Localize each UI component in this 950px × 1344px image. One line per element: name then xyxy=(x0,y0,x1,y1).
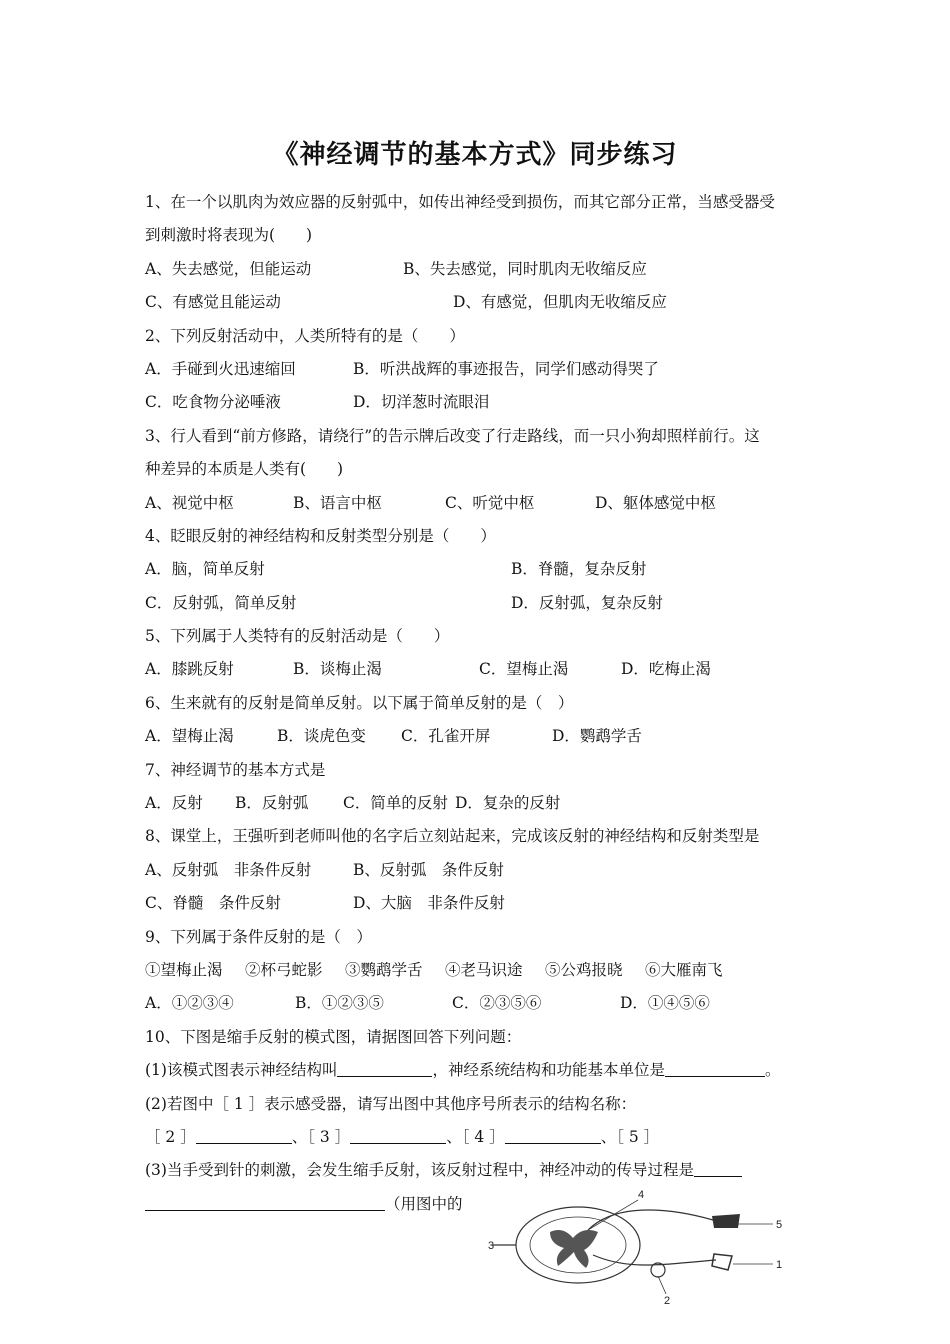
q6-option-b: B．谈虎色变 xyxy=(277,727,366,746)
q10-part3-text-a: (3)当手受到针的刺激，会发生缩手反射，该反射过程中，神经冲动的传导过程是 xyxy=(145,1161,694,1180)
q4-option-b: B．脊髓，复杂反射 xyxy=(511,560,647,579)
q4-option-d: D．反射弧，复杂反射 xyxy=(511,593,663,612)
q3-option-c: C、听觉中枢 xyxy=(445,493,535,512)
q8-option-a: A、反射弧 非条件反射 xyxy=(145,860,312,879)
q5-options xyxy=(145,653,825,686)
q9-items xyxy=(145,954,825,987)
q9-item-5: ⑤公鸡报晓 xyxy=(545,960,623,979)
q3-option-b: B、语言中枢 xyxy=(293,493,382,512)
q8-option-b: B、反射弧 条件反射 xyxy=(353,860,504,879)
q5-option-d: D．吃梅止渴 xyxy=(621,660,711,679)
q9-option-b: B．①②③⑤ xyxy=(295,994,384,1013)
page-title: 《神经调节的基本方式》同步练习 xyxy=(272,140,678,170)
q10-blank-structure[interactable] xyxy=(337,1058,432,1077)
label-line-2 xyxy=(658,1276,666,1294)
q3-stem-line1: 3、行人看到“前方修路，请绕行”的告示牌后改变了行走路线，而一只小狗却照样前行。这 xyxy=(145,426,760,445)
q2-options-cd xyxy=(145,386,825,419)
q6-option-a: A．望梅止渴 xyxy=(145,727,234,746)
q10-blank-path-a[interactable] xyxy=(694,1158,742,1177)
nerve-path-upper xyxy=(588,1210,724,1230)
question-list xyxy=(145,186,825,1221)
q5-option-b: B．谈梅止渴 xyxy=(293,660,382,679)
q10-blank-4[interactable] xyxy=(505,1125,601,1144)
q5-option-c: C．望梅止渴 xyxy=(479,660,569,679)
q5-option-a: A．膝跳反射 xyxy=(145,660,234,679)
q9-options xyxy=(145,987,825,1020)
q9-stem: 9、下列属于条件反射的是（ ） xyxy=(145,927,372,946)
q1-stem-line1: 1、在一个以肌肉为效应器的反射弧中，如传出神经受到损伤，而其它部分正常，当感受器受 xyxy=(145,193,775,211)
q2-option-c: C．吃食物分泌唾液 xyxy=(145,393,281,412)
q7-options xyxy=(145,787,825,820)
q6-options xyxy=(145,720,825,753)
q1-option-c: C、有感觉且能运动 xyxy=(145,293,281,312)
q7-option-a: A．反射 xyxy=(145,794,203,813)
q9-option-d: D．①④⑤⑥ xyxy=(620,994,710,1013)
q2-option-a: A．手碰到火迅速缩回 xyxy=(145,359,296,378)
q10-label-4: ［ 4 ］ xyxy=(461,1127,505,1146)
q1-option-b: B、失去感觉，同时肌肉无收缩反应 xyxy=(403,259,647,278)
q6-option-c: C．孔雀开屏 xyxy=(401,727,491,746)
q3-option-a: A、视觉中枢 xyxy=(145,493,234,512)
q2-option-d: D．切洋葱时流眼泪 xyxy=(353,393,490,412)
q4-options-cd xyxy=(145,587,825,620)
q10-label-3: ［ 3 ］ xyxy=(307,1127,351,1146)
q10-blank-3[interactable] xyxy=(350,1125,446,1144)
q1-options-ab xyxy=(145,253,825,286)
q10-part2: (2)若图中［ 1 ］表示感受器，请写出图中其他序号所表示的结构名称： xyxy=(145,1094,637,1113)
q10-part1-text-b: ，神经系统结构和功能基本单位是 xyxy=(432,1061,665,1080)
q1-options-cd xyxy=(145,286,825,319)
q2-stem: 2、下列反射活动中，人类所特有的是（ ） xyxy=(145,326,465,345)
q4-option-c: C．反射弧，简单反射 xyxy=(145,593,297,612)
q9-item-1: ①望梅止渴 xyxy=(145,960,223,979)
q9-item-2: ②杯弓蛇影 xyxy=(245,960,323,979)
figure-label-5: 5 xyxy=(776,1219,783,1231)
figure-label-1: 1 xyxy=(776,1259,783,1271)
q5-stem: 5、下列属于人类特有的反射活动是（ ） xyxy=(145,627,450,646)
q1-stem-line2: 到刺激时将表现为( ) xyxy=(145,226,313,245)
q10-part3-text-b: （用图中的 xyxy=(385,1194,463,1213)
q8-options-ab xyxy=(145,854,825,887)
q7-option-b: B．反射弧 xyxy=(235,794,309,813)
q8-stem: 8、课堂上，王强听到老师叫他的名字后立刻站起来，完成该反射的神经结构和反射类型是 xyxy=(145,827,760,846)
q6-stem: 6、生来就有的反射是简单反射。以下属于简单反射的是（ ） xyxy=(145,693,574,712)
q2-option-b: B．听洪战辉的事迹报告，同学们感动得哭了 xyxy=(353,359,659,378)
effector-muscle xyxy=(712,1214,740,1228)
q4-option-a: A．脑，简单反射 xyxy=(145,560,265,579)
q10-part1-text-c: 。 xyxy=(764,1061,781,1080)
reflex-arc-figure xyxy=(488,1190,798,1344)
q8-options-cd xyxy=(145,887,825,920)
q9-item-6: ⑥大雁南飞 xyxy=(645,960,723,979)
figure-label-3: 3 xyxy=(488,1240,495,1252)
q7-option-d: D．复杂的反射 xyxy=(455,794,561,813)
q10-blank-2[interactable] xyxy=(196,1125,292,1144)
q8-option-d: D、大脑 非条件反射 xyxy=(353,894,505,913)
q10-sep-2: 、 xyxy=(446,1127,462,1146)
q4-options-ab xyxy=(145,553,825,586)
q10-label-5: ［ 5 ］ xyxy=(616,1127,660,1146)
q8-option-c: C、脊髓 条件反射 xyxy=(145,894,281,913)
q10-blank-path-b[interactable] xyxy=(145,1192,385,1211)
q2-options-ab xyxy=(145,353,825,386)
q7-stem: 7、神经调节的基本方式是 xyxy=(145,760,326,779)
q9-option-a: A．①②③④ xyxy=(145,994,234,1013)
q10-part1 xyxy=(145,1054,825,1087)
q10-part3 xyxy=(145,1154,825,1187)
q10-sep-1: 、 xyxy=(291,1127,308,1146)
q1-option-d: D、有感觉，但肌肉无收缩反应 xyxy=(453,293,667,312)
q4-stem: 4、眨眼反射的神经结构和反射类型分别是（ ） xyxy=(145,526,496,545)
q10-part1-text-a: (1)该模式图表示神经结构叫 xyxy=(145,1061,338,1080)
q6-option-d: D．鹦鹉学舌 xyxy=(552,727,642,746)
q3-options xyxy=(145,487,825,520)
gray-matter xyxy=(550,1230,598,1268)
q9-item-4: ④老马识途 xyxy=(445,960,523,979)
q10-part2-blanks xyxy=(145,1121,825,1154)
q10-sep-3: 、 xyxy=(600,1127,617,1146)
q10-label-2: ［ 2 ］ xyxy=(145,1127,196,1146)
q1-option-a: A、失去感觉，但能运动 xyxy=(145,259,312,278)
receptor-skin xyxy=(712,1254,732,1270)
q9-option-c: C．②③⑤⑥ xyxy=(452,994,542,1013)
q7-option-c: C．简单的反射 xyxy=(343,794,448,813)
q9-item-3: ③鹦鹉学舌 xyxy=(345,960,423,979)
figure-label-4: 4 xyxy=(638,1190,645,1201)
q10-stem: 10、下图是缩手反射的模式图，请据图回答下列问题： xyxy=(145,1027,522,1046)
q3-stem-line2: 种差异的本质是人类有( ) xyxy=(145,460,344,479)
q10-blank-unit[interactable] xyxy=(665,1058,765,1077)
q3-option-d: D、躯体感觉中枢 xyxy=(595,493,716,512)
figure-label-2: 2 xyxy=(664,1295,671,1307)
